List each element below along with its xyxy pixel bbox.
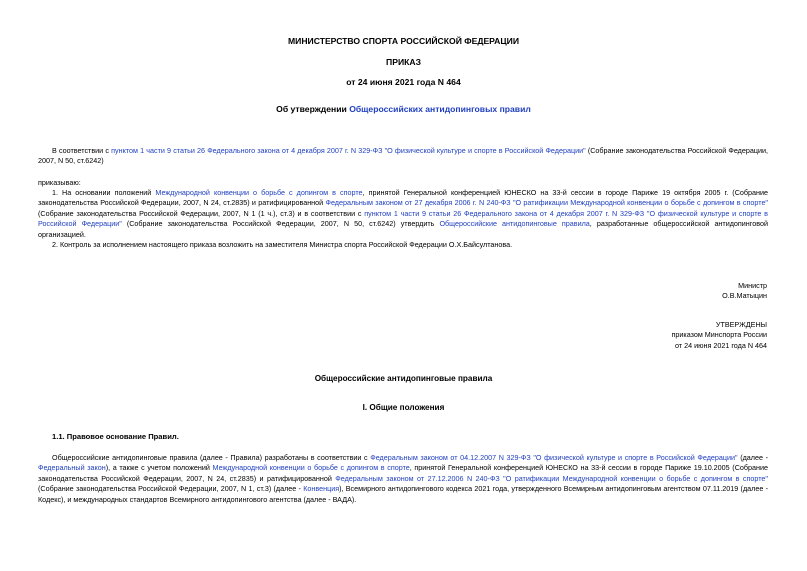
section-1-title: I. Общие положения xyxy=(362,403,445,412)
preamble-paragraph xyxy=(38,146,768,167)
preamble-link-329fz[interactable]: пунктом 1 части 9 статьи 26 Федерального закона от 4 декабря 2007 г. N 329-ФЗ "О физической культуре и спорте в Российской Федерации" xyxy=(111,146,586,155)
rules-text: , принятой Генеральной конференцией ЮНЕСКО на 33-й сессии в городе Париже 19.10.2005 (Собрание законодательства Российской Федерации, 2007, N 24, ст.2835) и ратифицированной xyxy=(38,463,768,483)
rules-title: Общероссийские антидопинговые правила xyxy=(314,374,493,383)
rules-text: ), а также с учетом положений xyxy=(105,463,213,473)
item-1-paragraph xyxy=(38,188,768,240)
ministry-heading: МИНИСТЕРСТВО СПОРТА РОССИЙСКОЙ ФЕДЕРАЦИИ xyxy=(287,36,519,46)
rules-link-convention[interactable]: Международной конвенции о борьбе с допингом в спорте xyxy=(212,463,410,473)
item1-link-240fz[interactable]: Федеральным законом от 27 декабря 2006 г. N 240-ФЗ "О ратификации Международной конвенции о борьбе с допингом в спорте" xyxy=(325,198,768,208)
order-title xyxy=(0,104,807,114)
prikazyvayu-text: приказываю: xyxy=(38,178,81,187)
item1-link-convention[interactable]: Международной конвенции о борьбе с допингом в спорте xyxy=(155,188,363,197)
order-title-prefix: Об утверждении xyxy=(276,104,350,114)
approval-line-3: от 24 июня 2021 года N 464 xyxy=(674,340,767,350)
approval-block xyxy=(672,320,767,351)
item1-text: 1. На основании положений xyxy=(52,188,156,197)
preamble-text: (Собрание законодательства Российской Федерации, 2007, N 50, ст.6242) xyxy=(38,146,768,166)
rules-link-329fz[interactable]: Федеральным законом от 04.12.2007 N 329-ФЗ "О физической культуре и спорте в Российской Федерации" xyxy=(370,453,738,462)
item1-text: (Собрание законодательства Российской Федерации, 2007, N 50, ст.6242) утвердить xyxy=(121,219,440,229)
item-2-paragraph: 2. Контроль за исполнением настоящего приказа возложить на заместителя Министра спорта Российской Федерации О.Х.Байсултанова. xyxy=(52,240,513,249)
order-title-link[interactable]: Общероссийских антидопинговых правил xyxy=(349,104,531,114)
rules-legal-basis-paragraph xyxy=(38,453,768,505)
item1-text: (Собрание законодательства Российской Федерации, 2007, N 1 (1 ч.), ст.3) и в соответствии с xyxy=(38,208,365,218)
rules-text: (далее - xyxy=(737,453,768,462)
item1-link-rules[interactable]: Общероссийские антидопинговые правила xyxy=(439,219,590,229)
signature-block xyxy=(722,281,767,302)
approval-line-2: приказом Минспорта России xyxy=(671,330,767,340)
item1-text: , разработанные общероссийской антидопинговой организацией. xyxy=(38,219,768,239)
rules-text: Общероссийские антидопинговые правила (далее - Правила) разработаны в соответствии с xyxy=(52,453,371,462)
approval-line-1: УТВЕРЖДЕНЫ xyxy=(715,320,767,329)
item1-text: , принятой Генеральной конференцией ЮНЕСКО на 33-й сессии в городе Париже 19 октября 2005 г. (Собрание законодательства Российской Федерации, 2007, N 24, ст.2835) и ратифицированной xyxy=(38,188,768,208)
signature-position: Министр xyxy=(738,281,767,290)
rules-link-konventsiya[interactable]: Конвенция xyxy=(303,484,340,494)
signature-name: О.В.Матыцин xyxy=(722,291,767,301)
rules-link-federal-law[interactable]: Федеральный закон xyxy=(38,463,106,473)
order-date-number: от 24 июня 2021 года N 464 xyxy=(346,77,461,87)
rules-text: ), Всемирного антидопингового кодекса 2021 года, утвержденного Всемирным антидопинговым агентством 07.11.2019 (далее - Кодекс), и международных стандартов Всемирного антидопингового агентства (далее - ВАДА). xyxy=(38,484,768,504)
preamble-text: В соответствии с xyxy=(52,146,112,155)
rules-link-240fz[interactable]: Федеральным законом от 27.12.2006 N 240-ФЗ "О ратификации Международной конвенции о борьбе с допингом в спорте" xyxy=(335,473,768,483)
item1-link-329fz[interactable]: пунктом 1 части 9 статьи 26 Федерального закона от 4 декабря 2007 г. N 329-ФЗ "О физической культуре и спорте в Российской Федерации" xyxy=(38,208,768,229)
doc-type-heading: ПРИКАЗ xyxy=(386,57,421,67)
subsection-1-1-title: 1.1. Правовое основание Правил. xyxy=(52,432,179,441)
rules-text: (Собрание законодательства Российской Федерации, 2007, N 1, ст.3) (далее - xyxy=(38,484,304,494)
